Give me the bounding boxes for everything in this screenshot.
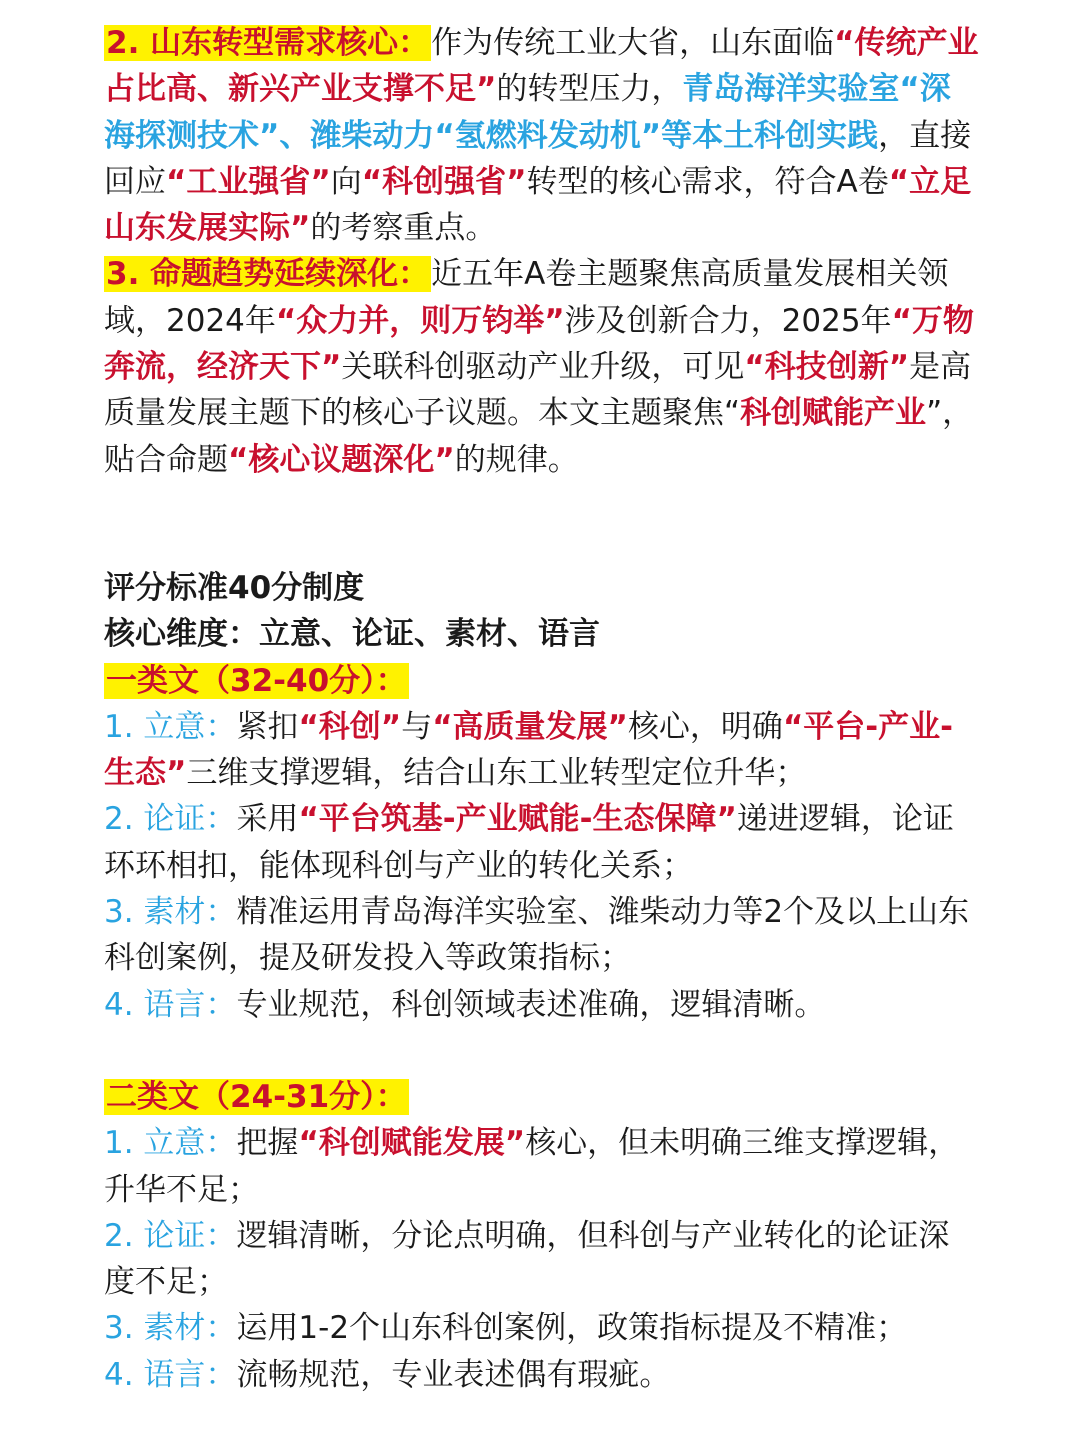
class1-item-1 (104, 704, 980, 797)
text: 转型的核心需求，符合A卷 (526, 163, 889, 200)
text: 核心，但未明确三维支撑逻辑，升华不足； (104, 1125, 960, 1208)
spacer (104, 529, 980, 565)
red-emphasis: “万物奔流，经济天下” (104, 302, 974, 386)
text: ”，贴合命题 (104, 395, 974, 478)
text: 采用 (236, 801, 299, 838)
class2-heading: 二类文（24-31分）： (106, 1078, 407, 1115)
red-emphasis: 科创赋能产业 (740, 395, 927, 432)
spacer (104, 483, 980, 529)
paragraph-shandong-transformation (104, 20, 980, 251)
class1-item-4 (104, 982, 980, 1028)
text: 逻辑清晰，分论点明确，但科创与产业转化的论证深度不足； (104, 1217, 950, 1301)
text: 核心，明确 (627, 708, 783, 745)
red-emphasis: “科技创新” (744, 349, 910, 386)
text: 向 (330, 163, 362, 200)
text: 是高质量发展主题下的核心子议题。本文主题聚焦“ (104, 349, 972, 432)
red-emphasis: “科创” (298, 708, 402, 745)
text: 精准运用青岛海洋实验室、潍柴动力等2个及以上山东科创案例，提及研发投入等政策指标； (104, 894, 970, 977)
item-label: 4. 语言： (104, 986, 237, 1023)
red-emphasis: “高质量发展” (432, 708, 628, 745)
text: 递进逻辑，论证环环相扣，能体现科创与产业的转化关系； (104, 801, 954, 884)
red-emphasis: “核心议题深化” (228, 441, 455, 478)
text: 专业规范，科创领域表述准确，逻辑清晰。 (236, 986, 826, 1023)
text: 关联科创驱动产业升级，可见 (341, 349, 745, 386)
text: 的规律。 (454, 441, 579, 478)
red-emphasis: “立足山东发展实际” (104, 163, 972, 247)
text: 涉及创新合力，2025年 (564, 302, 892, 339)
item-label: 3. 素材： (104, 894, 237, 931)
text: ，直接回应 (104, 117, 972, 200)
class2-item-2 (104, 1213, 980, 1306)
item-label: 3. 素材： (104, 1310, 237, 1347)
class1-item-2 (104, 796, 980, 889)
class1-heading-line (104, 658, 980, 704)
heading-topic-trend: 3. 命题趋势延续深化： (106, 256, 430, 293)
class2-heading-line (104, 1074, 980, 1120)
red-emphasis: “科创赋能发展” (298, 1125, 526, 1162)
item-label: 4. 语言： (104, 1356, 237, 1393)
paragraph-topic-trend (104, 251, 980, 482)
item-label: 2. 论证： (104, 1217, 237, 1254)
text: 运用1-2个山东科创案例，政策指标提及不精准； (236, 1310, 908, 1347)
item-label: 2. 论证： (104, 801, 237, 838)
text: 三维支撑逻辑，结合山东工业转型定位升华； (186, 755, 807, 792)
text: 与 (401, 708, 433, 745)
text: 把握 (236, 1125, 299, 1162)
class1-heading: 一类文（32-40分）： (106, 662, 407, 699)
red-emphasis: “科创强省” (361, 163, 527, 200)
text: 作为传统工业大省，山东面临 (431, 25, 835, 61)
item-label: 1. 立意： (104, 708, 237, 745)
class2-item-4 (104, 1352, 980, 1398)
text: 流畅规范，专业表述偶有瑕疵。 (236, 1356, 671, 1393)
red-emphasis: “众力并，则万钧举” (275, 302, 565, 339)
class1-item-3 (104, 889, 980, 982)
heading-shandong-transformation: 2. 山东转型需求核心： (106, 25, 430, 61)
red-emphasis: “平台筑基-产业赋能-生态保障” (298, 801, 737, 838)
scoring-title: 评分标准40分制度 (104, 569, 365, 606)
red-emphasis: “工业强省” (166, 163, 331, 200)
spacer (104, 1028, 980, 1074)
class2-item-1 (104, 1120, 980, 1213)
text: 的考察重点。 (310, 210, 497, 247)
scoring-dimensions: 核心维度：立意、论证、素材、语言 (104, 616, 600, 653)
blue-emphasis: 青岛海洋实验室“深海探测技术”、潍柴动力“氢燃料发动机”等本土科创实践 (104, 71, 951, 154)
text: 近五年A卷主题聚焦高质量发展相关领域，2024年 (104, 256, 949, 339)
text: 紧扣 (236, 708, 299, 745)
item-label: 1. 立意： (104, 1125, 237, 1162)
red-emphasis: “传统产业占比高、新兴产业支撑不足” (104, 25, 979, 108)
class2-item-3 (104, 1305, 980, 1351)
text: 的转型压力， (496, 71, 683, 108)
red-emphasis: “平台-产业-生态” (104, 708, 954, 792)
